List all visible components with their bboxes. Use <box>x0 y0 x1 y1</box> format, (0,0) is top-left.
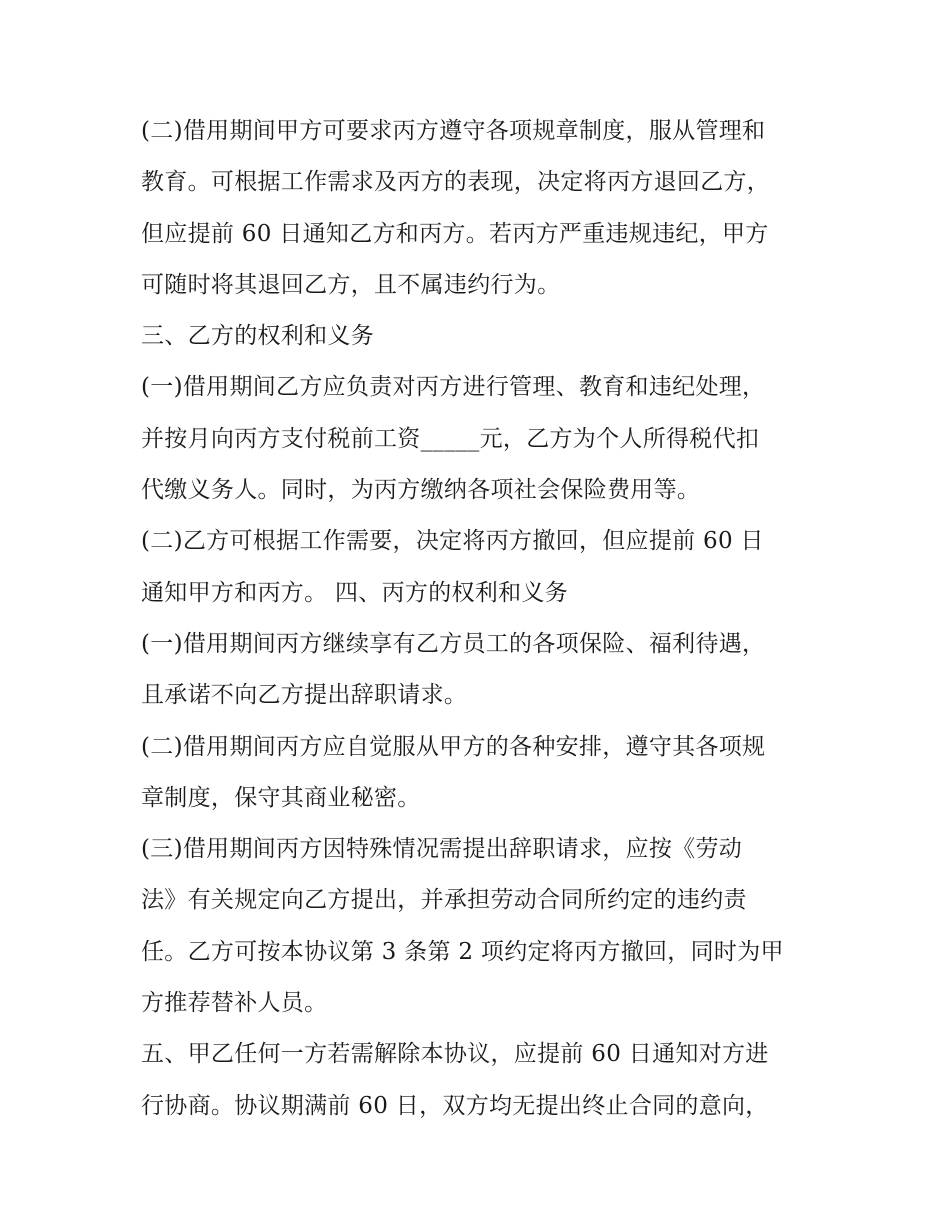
text-line: 且承诺不向乙方提出辞职请求。 <box>141 682 468 709</box>
text-line: (二)乙方可根据工作需要，决定将丙方撤回，但应提前 60 日 <box>141 528 764 555</box>
text-line: 代缴义务人。同时，为丙方缴纳各项社会保险费用等。 <box>141 477 701 504</box>
text-line: 并按月向丙方支付税前工资_____元，乙方为个人所得税代扣 <box>141 425 760 452</box>
text-line: 可随时将其退回乙方，且不属违约行为。 <box>141 271 561 298</box>
text-line: (三)借用期间丙方因特殊情况需提出辞职请求，应按《劳动 <box>141 836 743 863</box>
text-line: (二)借用期间丙方应自觉服从甲方的各种安排，遵守其各项规 <box>141 733 766 760</box>
text-line: 任。乙方可按本协议第 3 条第 2 项约定将丙方撤回，同时为甲 <box>141 938 784 965</box>
text-line: 通知甲方和丙方。 四、丙方的权利和义务 <box>141 579 569 606</box>
text-line: (一)借用期间丙方继续享有乙方员工的各项保险、福利待遇， <box>141 630 766 657</box>
text-line: 法》有关规定向乙方提出，并承担劳动合同所约定的违约责 <box>141 887 747 914</box>
text-line: 但应提前 60 日通知乙方和丙方。若丙方严重违规违纪，甲方 <box>141 220 769 247</box>
text-line: 行协商。协议期满前 60 日，双方均无提出终止合同的意向， <box>141 1092 769 1119</box>
text-line: (二)借用期间甲方可要求丙方遵守各项规章制度，服从管理和 <box>141 118 766 144</box>
section-heading: 五、甲乙任何一方若需解除本协议，应提前 60 日通知对方进 <box>141 1041 769 1068</box>
section-heading: 三、乙方的权利和义务 <box>141 323 374 350</box>
text-line: 教育。可根据工作需求及丙方的表现，决定将丙方退回乙方， <box>141 169 771 196</box>
document-body <box>141 106 821 1132</box>
text-line: 方推荐替补人员。 <box>141 990 328 1017</box>
text-line: (一)借用期间乙方应负责对丙方进行管理、教育和违纪处理， <box>141 374 766 401</box>
text-line: 章制度，保守其商业秘密。 <box>141 784 421 811</box>
